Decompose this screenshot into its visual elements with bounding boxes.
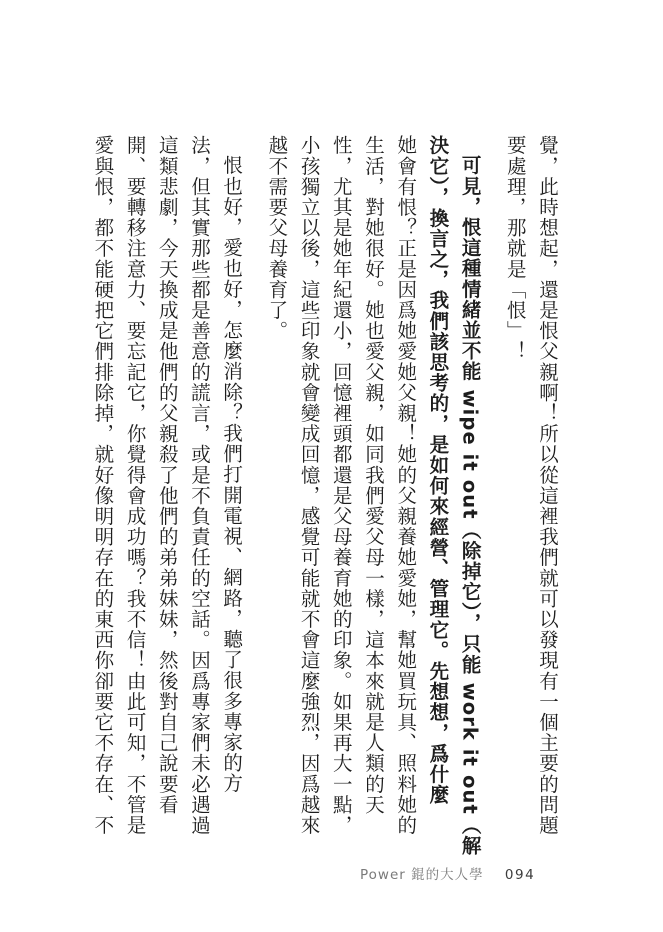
text-line: 要處理，那就是「恨」！: [503, 135, 527, 362]
text-line-emphasis: 決它），換言之，我們該思考的，是如何來經營、管理它。先想想，爲什麼: [426, 135, 450, 806]
text-line: 她會有恨？正是因爲她愛她父親！她的父親養她愛她，幫她買玩具、照料她的: [394, 135, 418, 836]
book-title: Power 錕的大人學: [360, 867, 484, 883]
text-line: 愛與恨，都不能硬把它們排除掉，就好像明明存在的東西你卻要它不存在、不: [91, 135, 115, 836]
text-line: 越不需要父母養育了。: [265, 135, 289, 341]
text-line-emphasis: 可見，恨這種情緒並不能 wipe it out（除掉它），只能 work it out（解: [458, 155, 482, 857]
text-line: 生活，對她很好。她也愛父親，如同我們愛父母一樣，這本來就是人類的天: [361, 135, 385, 815]
text-line: 這類悲劇，今天換成是他們的父親殺了他們的弟弟妹妹，然後對自己說要看: [155, 135, 179, 815]
page-number: 094: [504, 867, 536, 883]
text-line: 法，但其實那些都是善意的謊言，或是不負責任的空話。因爲專家們未必遇過: [187, 135, 211, 836]
text-line: [421, 135, 453, 806]
page-footer: [360, 863, 535, 883]
text-line: 小孩獨立以後，這些印象就會變成回憶，感覺可能就不會這麼強烈，因爲越來: [297, 135, 321, 836]
text-line: 開、要轉移注意力、要忘記它，你覺得會成功嗎？我不信！由此可知，不管是: [123, 135, 147, 836]
text-line: 恨也好，愛也好，怎麼消除？我們打開電視、網路，聽了很多專家的方: [220, 155, 244, 795]
text-line: 覺，此時想起，還是恨父親啊！所以從這裡我們就可以發現有一個主要的問題: [536, 135, 559, 836]
body-text: [86, 135, 563, 857]
text-line: 性，尤其是她年紀還小，回憶裡頭都還是父母養育她的印象。如果再大一點，: [329, 135, 353, 836]
